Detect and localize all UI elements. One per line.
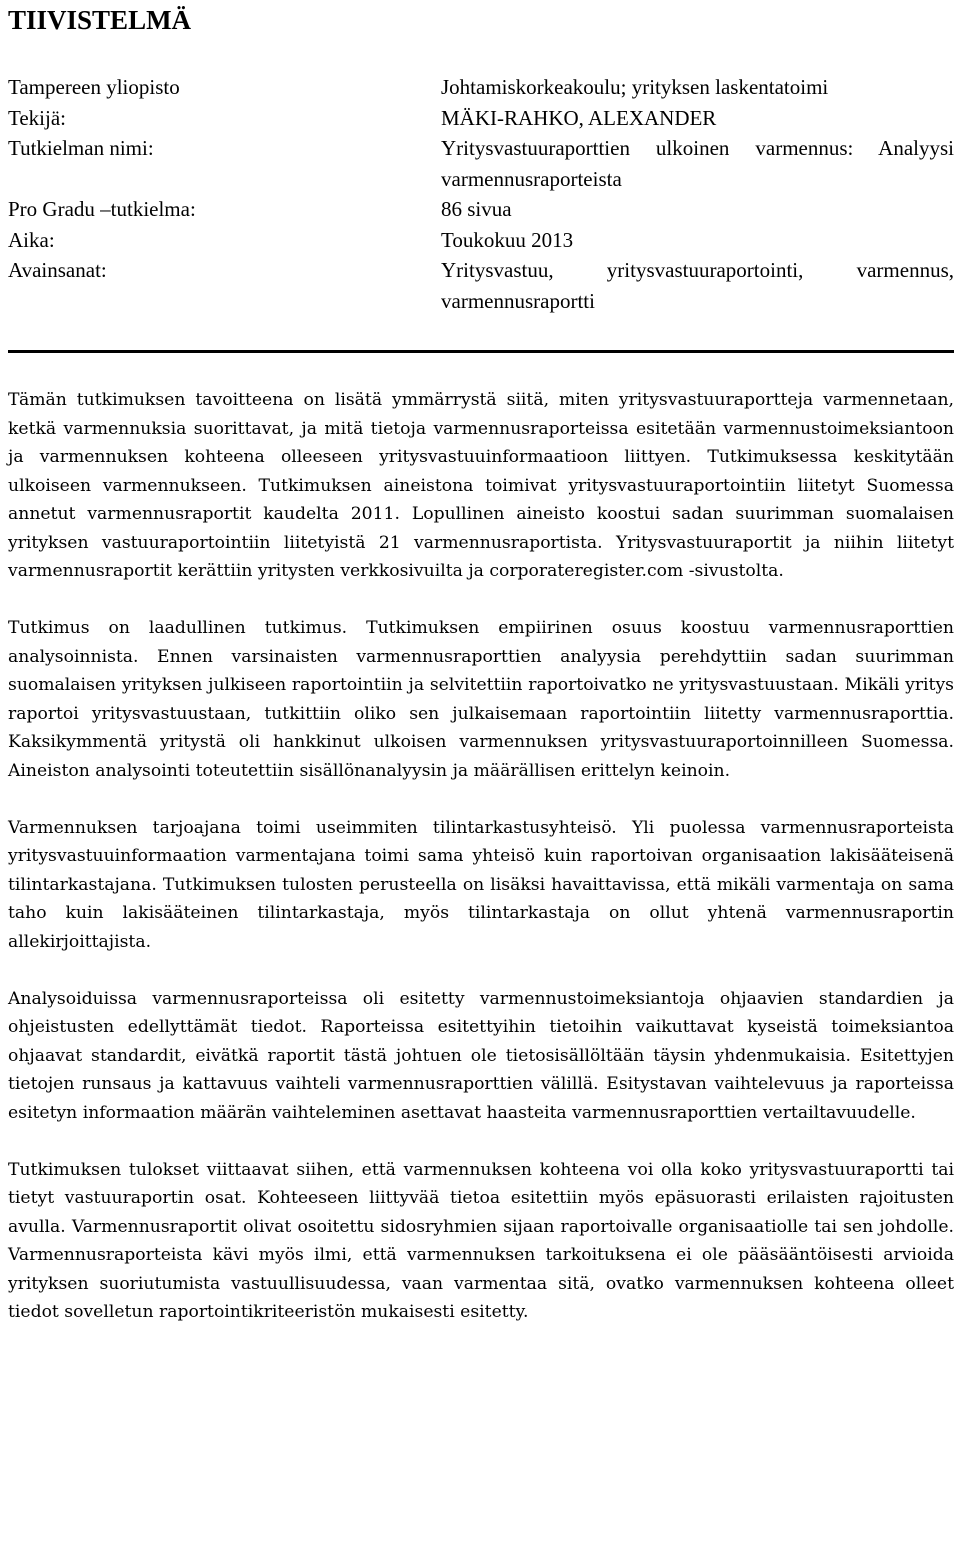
meta-value: Johtamiskorkeakoulu; yrityksen laskentatoimi	[441, 75, 829, 99]
meta-value: Toukokuu 2013	[441, 227, 574, 252]
paragraph: Analysoiduissa varmennusraporteissa oli esitetty varmennustoimeksiantoja ohjaavien standardien ja ohjeistusten edellyttämät tiedot. Raporteissa esitettyihin tietoihin vaikuttavat kyseistä toimeksiantoa ohjaavat standardit, eivätkä raportit tästä johtuen ole tietosisällöltään täysin yhdenmukaisia. Esitettyjen tietojen runsaus ja kattavuus vaihteli varmennusraporttien välillä. Esitystavan vaihtelevuus ja raporteissa esitetyn informaation määrän vaihteleminen asettavat haasteita varmennusraporttien vertailtavuudelle.	[8, 988, 954, 1123]
meta-value: MÄKI-RAHKO, ALEXANDER	[441, 105, 717, 130]
meta-value: Yritysvastuu, yritysvastuuraportointi, varmennus, varmennusraportti	[441, 258, 954, 313]
paragraph: Tutkimus on laadullinen tutkimus. Tutkimuksen empiirinen osuus koostuu varmennusraporttien analysoinnista. Ennen varsinaisten varmennusraporttien analyysia perehdyttiin sadan suurimman suomalaisen yrityksen julkiseen raportointiin ja selvitettiin raportoivatko ne yritysvastuustaan. Mikäli yritys raportoi yritysvastuustaan, tutkittiin oliko sen julkaisemaan raportointiin liitetty varmennusraporttia. Kaksikymmentä yritystä oli hankkinut ulkoisen varmennuksen yritysvastuuraportoinnilleen Suomessa. Aineiston analysointi toteutettiin sisällönanalyysin ja määrällisen erittelyn keinoin.	[8, 618, 954, 781]
meta-row-keywords	[8, 255, 954, 316]
thesis-metadata	[8, 72, 954, 316]
meta-key: Tekijä:	[8, 105, 67, 130]
meta-key: Tampereen yliopisto	[8, 75, 180, 99]
meta-key: Tutkielman nimi:	[8, 136, 154, 160]
meta-row-author	[8, 103, 954, 134]
meta-key: Pro Gradu –tutkielma:	[8, 197, 196, 221]
page-title: TIIVISTELMÄ	[8, 5, 192, 35]
paragraph: Tämän tutkimuksen tavoitteena on lisätä ymmärrystä siitä, miten yritysvastuuraportteja varmennetaan, ketkä varmennuksia suorittavat, ja mitä tietoja varmennusraporteissa esitetään varmennustoimeksiantoon ja varmennuksen kohteena olleeseen yritysvastuuinformaatioon liittyen. Tutkimuksessa keskitytään ulkoiseen varmennukseen. Tutkimuksen aineistona toimivat yritysvastuuraportointiin liitetyt Suomessa annetut varmennusraportit kaudelta 2011. Lopullinen aineisto koostui sadan suurimman suomalaisen yrityksen vastuuraportointiin liitetyistä 21 varmennusraportista. Yritysvastuuraportit ja niihin liitetyt varmennusraportit kerättiin yritysten verkkosivuilta ja corporateregister.com -sivustolta.	[8, 390, 954, 581]
meta-row-university	[8, 72, 954, 103]
meta-key: Avainsanat:	[8, 258, 107, 282]
meta-row-thesis-title	[8, 133, 954, 194]
meta-value: Yritysvastuuraporttien ulkoinen varmennus: Analyysi varmennusraporteista	[441, 136, 954, 191]
paragraph: Tutkimuksen tulokset viittaavat siihen, että varmennuksen kohteena voi olla koko yritysvastuuraportti tai tietyt vastuuraportin osat. Kohteeseen liittyvää tietoa esitettiin myös epäsuorasti erilaisten rajoitusten avulla. Varmennusraportit olivat osoitettu sidosryhmien sijaan raportoivalle organisaatiolle tai sen johdolle. Varmennusraporteista kävi myös ilmi, että varmennuksen tarkoituksena ei ole pääsääntöisesti arvioida yrityksen suoriutumista vastuullisuudessa, vaan varmentaa sitä, ovatko varmennuksen kohteena olleet tiedot sovelletun raportointikriteeristön mukaisesti esitetty.	[8, 1159, 954, 1322]
meta-row-thesis-type	[8, 194, 954, 225]
horizontal-divider	[8, 350, 954, 353]
paragraph: Varmennuksen tarjoajana toimi useimmiten tilintarkastusyhteisö. Yli puolessa varmennusraporteista yritysvastuuinformaation varmentajana toimi sama yhteisö kuin raportoivan organisaation lakisääteisenä tilintarkastajana. Tutkimuksen tulosten perusteella on lisäksi havaittavissa, että mikäli varmentaja on sama taho kuin lakisääteinen tilintarkastaja, myös tilintarkastaja on ollut yhtenä varmennusraportin allekirjoittajista.	[8, 817, 954, 952]
meta-value: 86 sivua	[441, 197, 512, 221]
meta-row-date	[8, 225, 954, 256]
meta-key: Aika:	[8, 227, 55, 252]
abstract-body	[8, 386, 954, 1355]
abstract-page	[8, 0, 954, 1322]
